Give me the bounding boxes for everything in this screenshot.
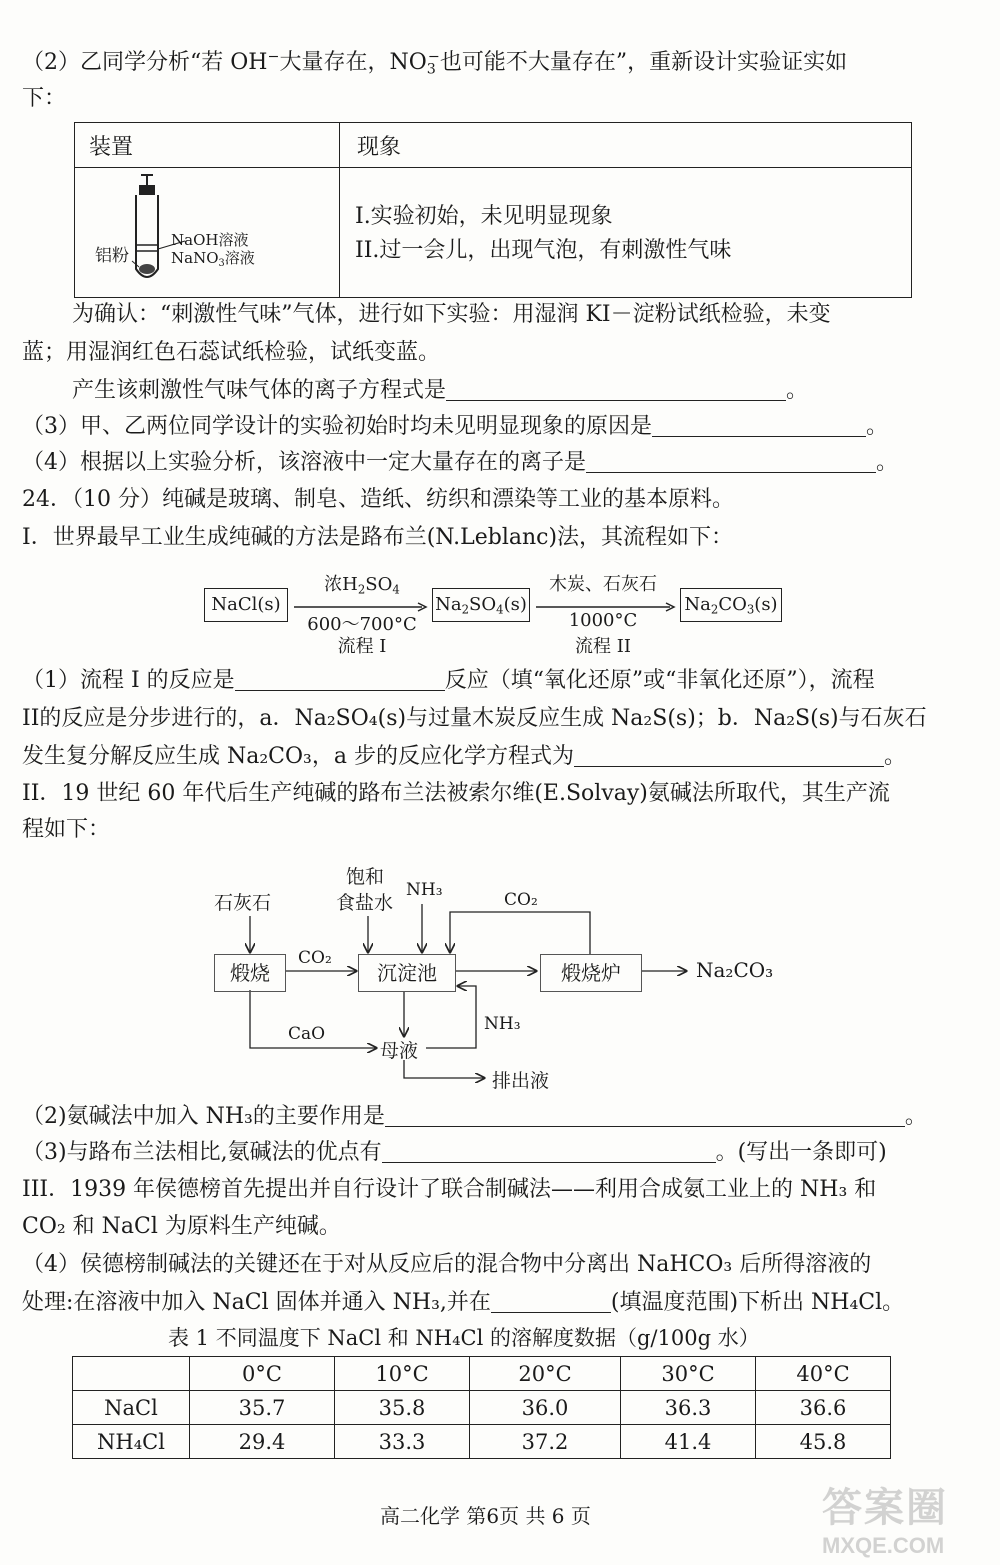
phenomenon-2: II.过一会儿，出现气泡，有刺激性气味 — [355, 238, 732, 263]
answer-blank-q24-2[interactable] — [385, 1104, 905, 1127]
q24-3: （3)与路布兰法相比,氨碱法的优点有 。(写出一条即可) — [22, 1140, 887, 1165]
q24-1-line1: （1）流程 I 的反应是 反应（填“氧化还原”或“非氧化还原”），流程 — [22, 668, 875, 693]
arrow2-reagent: 木炭、石灰石 — [549, 574, 657, 595]
table-cell: 35.8 — [335, 1391, 470, 1425]
table-cell: 35.7 — [190, 1391, 335, 1425]
label-naoh: NaOH溶液 — [171, 231, 249, 249]
table-cell: 36.0 — [470, 1391, 621, 1425]
table-cell: 30°C — [621, 1357, 756, 1391]
part2-line2: 程如下： — [22, 817, 111, 842]
part2-line1: II．19 世纪 60 年代后生产纯碱的路布兰法被索尔维(E.Solvay)氨碱法所取代，其生产流 — [22, 781, 890, 806]
q24-1-line3: 发生复分解反应生成 Na₂CO₃，a 步的反应化学方程式为 。 — [22, 744, 906, 769]
table-cell: NaCl — [73, 1391, 190, 1425]
answer-blank-ionic-equation[interactable] — [446, 378, 786, 401]
table-cell — [73, 1357, 190, 1391]
table-cell: 20°C — [470, 1357, 621, 1391]
experiment-table — [74, 122, 912, 298]
confirm-line2: 蓝；用湿润红色石蕊试纸检验，试纸变蓝。 — [22, 340, 441, 365]
arrow2-condition: 1000°C — [568, 610, 638, 631]
label-nh3-side: NH₃ — [484, 1014, 521, 1034]
q3: （3）甲、乙两位同学设计的实验初始时均未见明显现象的原因是 。 — [22, 414, 889, 439]
label-aluminum-powder: 铝粉 — [95, 246, 129, 266]
confirm-line3: 产生该刺激性气味气体的离子方程式是 。 — [72, 378, 809, 403]
table-cell: 10°C — [335, 1357, 470, 1391]
table-row — [73, 1425, 891, 1459]
q24-4-line1: （4）侯德榜制碱法的关键还在于对从反应后的混合物中分离出 NaHCO₃ 后所得溶液的 — [22, 1252, 872, 1277]
answer-blank-q24-4[interactable] — [491, 1290, 611, 1313]
answer-blank-q24-3[interactable] — [382, 1140, 716, 1163]
arrow2-label: 流程 II — [575, 636, 631, 657]
box-furnace: 煅烧炉 — [540, 954, 642, 992]
table-cell: 0°C — [190, 1357, 335, 1391]
label-nano3: NaNO$_3$溶液 — [171, 249, 255, 269]
arrow1-reagent: 浓$H_2SO_4$ — [324, 574, 400, 597]
table-cell: 29.4 — [190, 1425, 335, 1459]
solvay-diagram — [200, 856, 800, 1096]
q2-line1: （2）乙同学分析“若 OH−大量存在，$NO_3^-$也可能不大量存在”，重新设计实验证实如 — [22, 49, 848, 78]
arrow1-label: 流程 I — [337, 636, 387, 657]
label-limestone: 石灰石 — [214, 892, 272, 914]
table-cell: 41.4 — [621, 1425, 756, 1459]
table-cell: 40°C — [756, 1357, 891, 1391]
label-discharge: 排出液 — [492, 1070, 550, 1092]
table-row — [73, 1391, 891, 1425]
box-precipitation-tank: 沉淀池 — [358, 954, 456, 992]
table-cell: 37.2 — [470, 1425, 621, 1459]
answer-blank-q24-1a[interactable] — [235, 668, 445, 691]
part3-line2: CO₂ 和 NaCl 为原料生产纯碱。 — [22, 1214, 341, 1239]
label-co2-mid: CO₂ — [298, 948, 332, 968]
arrow1-condition: 600～700°C — [307, 614, 417, 635]
label-nh3-top: NH₃ — [406, 880, 443, 900]
box-nacl: NaCl(s) — [204, 588, 288, 622]
answer-blank-q24-1b[interactable] — [574, 744, 884, 767]
table-caption: 表 1 不同温度下 NaCl 和 NH₄Cl 的溶解度数据（g/100g 水） — [168, 1326, 760, 1350]
q24-2: （2)氨碱法中加入 NH₃的主要作用是 。 — [22, 1104, 927, 1129]
solubility-table — [72, 1356, 891, 1459]
leblanc-flowchart — [204, 570, 794, 660]
table-cell: 36.6 — [756, 1391, 891, 1425]
box-na2so4: $Na_2SO_4(s)$ — [432, 588, 530, 622]
table-cell: 45.8 — [756, 1425, 891, 1459]
phenomenon-1: I.实验初始，未见明显现象 — [355, 204, 613, 229]
box-na2co3: $Na_2CO_3(s)$ — [680, 588, 782, 622]
watermark-logo: 答案圈 MXQE.COM — [822, 1484, 948, 1558]
q4: （4）根据以上实验分析，该溶液中一定大量存在的离子是 。 — [22, 450, 899, 475]
label-mother-liquor: 母液 — [380, 1040, 419, 1062]
page-footer: 高二化学 第6页 共 6 页 — [380, 1504, 591, 1528]
header-phenomenon: 现象 — [357, 135, 402, 160]
answer-blank-q3[interactable] — [652, 414, 866, 437]
label-co2-top: CO₂ — [504, 890, 538, 910]
box-calcine: 煅烧 — [214, 954, 286, 992]
answer-blank-q4[interactable] — [586, 450, 876, 473]
q24-part1: I．世界最早工业生成纯碱的方法是路布兰(N.Leblanc)法，其流程如下： — [22, 525, 734, 550]
table-cell: NH₄Cl — [73, 1425, 190, 1459]
table-cell: 36.3 — [621, 1391, 756, 1425]
label-na2co3: Na₂CO₃ — [696, 958, 774, 982]
q2-line2: 下： — [22, 86, 67, 111]
label-brine-1: 饱和 — [346, 866, 385, 888]
label-cao: CaO — [288, 1024, 326, 1044]
header-device: 装置 — [89, 135, 134, 160]
label-brine-2: 食盐水 — [336, 892, 394, 914]
q24-4-line2: 处理:在溶液中加入 NaCl 固体并通入 NH₃,并在 (填温度范围)下析出 NH₄Cl。 — [22, 1290, 905, 1315]
part3-line1: III．1939 年侯德榜首先提出并自行设计了联合制碱法——利用合成氨工业上的 NH₃ 和 — [22, 1177, 877, 1202]
confirm-line1: 为确认：“刺激性气味”气体，进行如下实验：用湿润 KI－淀粉试纸检验，未变 — [72, 302, 831, 327]
q24-1-line2: II的反应是分步进行的，a．Na₂SO₄(s)与过量木炭反应生成 Na₂S(s)；b．Na₂S(s)与石灰石 — [22, 706, 927, 731]
q24-title: 24．（10 分）纯碱是玻璃、制皂、造纸、纺织和漂染等工业的基本原料。 — [22, 487, 734, 512]
table-header-row — [73, 1357, 891, 1391]
table-cell: 33.3 — [335, 1425, 470, 1459]
